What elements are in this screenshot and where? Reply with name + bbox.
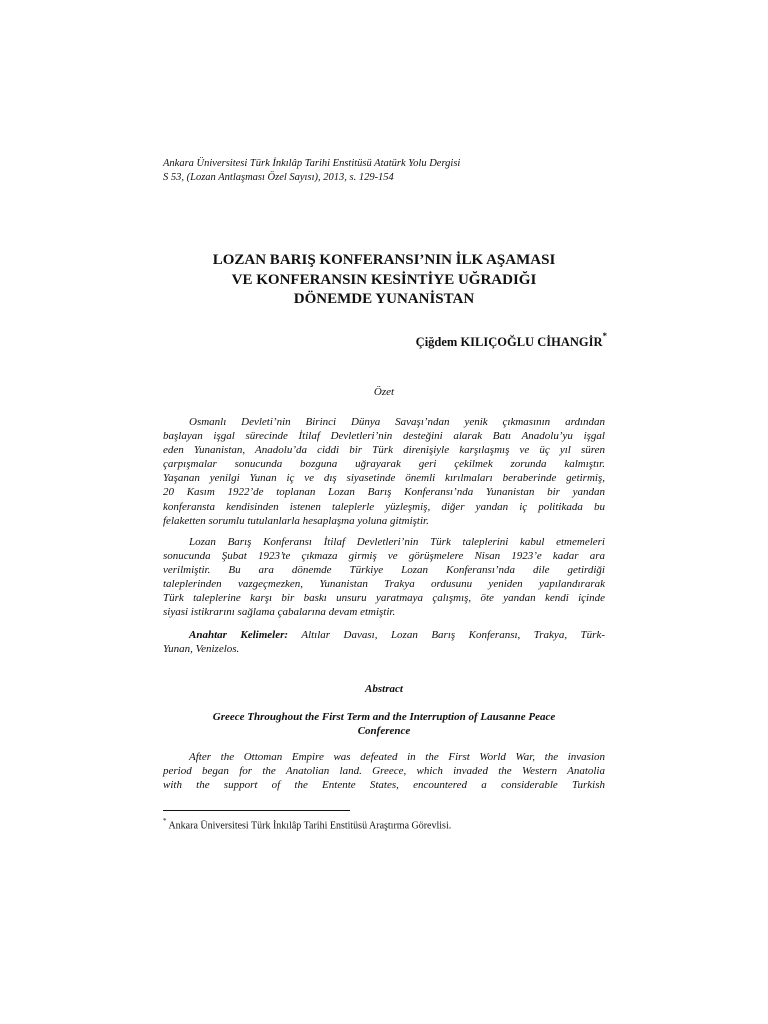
ozet-p2-line: siyasi istikrarını sağlama çabalarına devam etmiştir. — [163, 606, 396, 619]
keywords-label: Anahtar Kelimeler: — [189, 629, 289, 641]
ozet-p1-line: başlayan işgal sürecinde İtilaf Devletleri’nin desteğini alarak Batı Anadolu’yu işgal — [163, 430, 605, 443]
ozet-p2-line: Lozan Barış Konferansı İtilaf Devletleri’nin Türk taleplerini kabul etmemeleri — [189, 536, 605, 548]
ozet-p2-line: verilmiştir. Bu ara dönemde Türkiye Lozan Konferansı’nda dile getirdiği — [163, 564, 605, 577]
title-line-2: VE KONFERANSIN KESİNTİYE UĞRADIĞI — [231, 271, 537, 288]
ozet-p2-line: sonucunda Şubat 1923’te çıkmaza girmiş ve görüşmelere Nisan 1923’e kadar ara — [163, 550, 605, 563]
abstract-line: with the support of the Entente States, encountered a considerable Turkish — [163, 779, 605, 792]
ozet-p1-line: Osmanlı Devleti’nin Birinci Dünya Savaşı’ndan yenik çıkmasının ardından — [189, 416, 605, 428]
author-name: Çiğdem KILIÇOĞLU CİHANGİR — [415, 335, 603, 350]
title-line-3: DÖNEMDE YUNANİSTAN — [293, 291, 475, 307]
footnote — [163, 818, 451, 831]
footnote-text: Ankara Üniversitesi Türk İnkılâp Tarihi Enstitüsü Araştırma Görevlisi. — [168, 820, 452, 832]
english-title — [163, 710, 605, 738]
ozet-p1-line: konferansta kendisinden istenen taleplerle yüzleşmiş, diğer yandan iç politikada bu — [163, 500, 605, 513]
ozet-paragraph-2 — [163, 535, 605, 620]
abstract-paragraph — [163, 750, 605, 792]
ozet-p2-line: taleplerinden vazgeçmezken, Yunanistan Trakya ordusunu yeniden yapılandırarak — [163, 578, 605, 591]
journal-citation — [163, 157, 460, 185]
ozet-p1-line: felaketten sorumlu tutulanlarla hesaplaşma yoluna gitmiştir. — [163, 514, 429, 527]
ozet-paragraph-1 — [163, 415, 605, 528]
footnote-divider — [163, 810, 350, 811]
footnote-mark: * — [163, 817, 167, 825]
author — [416, 333, 607, 350]
ozet-p1-line: 20 Kasım 1922’de toplanan Lozan Barış Konferansı’nda Yunanistan bir yandan — [163, 486, 605, 499]
ozet-p2-line: Türk taleplerine karşı bir baskı unsuru yaratmaya çalışmış, öte yandan kendi içinde — [163, 592, 605, 605]
ozet-heading: Özet — [373, 386, 395, 398]
journal-name: Ankara Üniversitesi Türk İnkılâp Tarihi Enstitüsü Atatürk Yolu Dergisi — [163, 158, 461, 169]
abstract-line: After the Ottoman Empire was defeated in the First World War, the invasion — [189, 751, 605, 763]
keywords-text-cont: Yunan, Venizelos. — [163, 643, 240, 656]
journal-issue: S 53, (Lozan Antlaşması Özel Sayısı), 2013, s. 129-154 — [163, 172, 394, 183]
abstract-heading: Abstract — [365, 683, 403, 695]
title-line-1: LOZAN BARIŞ KONFERANSI’NIN İLK AŞAMASI — [212, 252, 556, 268]
keywords-text: Altılar Davası, Lozan Barış Konferansı, Trakya, Türk- — [301, 629, 605, 641]
abstract-line: period began for the Anatolian land. Greece, which invaded the Western Anatolia — [163, 765, 605, 778]
author-footnote-mark[interactable]: * — [602, 331, 607, 341]
ozet-p1-line: Yaşanan yenilgi Yunan iç ve dış siyasetinde önemli kırılmaları beraberinde getirmiş, — [163, 472, 605, 485]
english-title-line-2: Conference — [357, 725, 411, 737]
english-title-line-1: Greece Throughout the First Term and the Interruption of Lausanne Peace — [212, 711, 556, 723]
ozet-p1-line: çarpışmalar sonucunda bozguna uğrayarak geri çekilmek zorunda kalmıştır. — [163, 458, 605, 471]
ozet-p1-line: eden Yunanistan, Anadolu’da ciddi bir Türk direnişiyle karşılaşmış ve üç yıl süren — [163, 444, 605, 457]
keywords — [163, 628, 605, 656]
article-title — [120, 251, 648, 310]
